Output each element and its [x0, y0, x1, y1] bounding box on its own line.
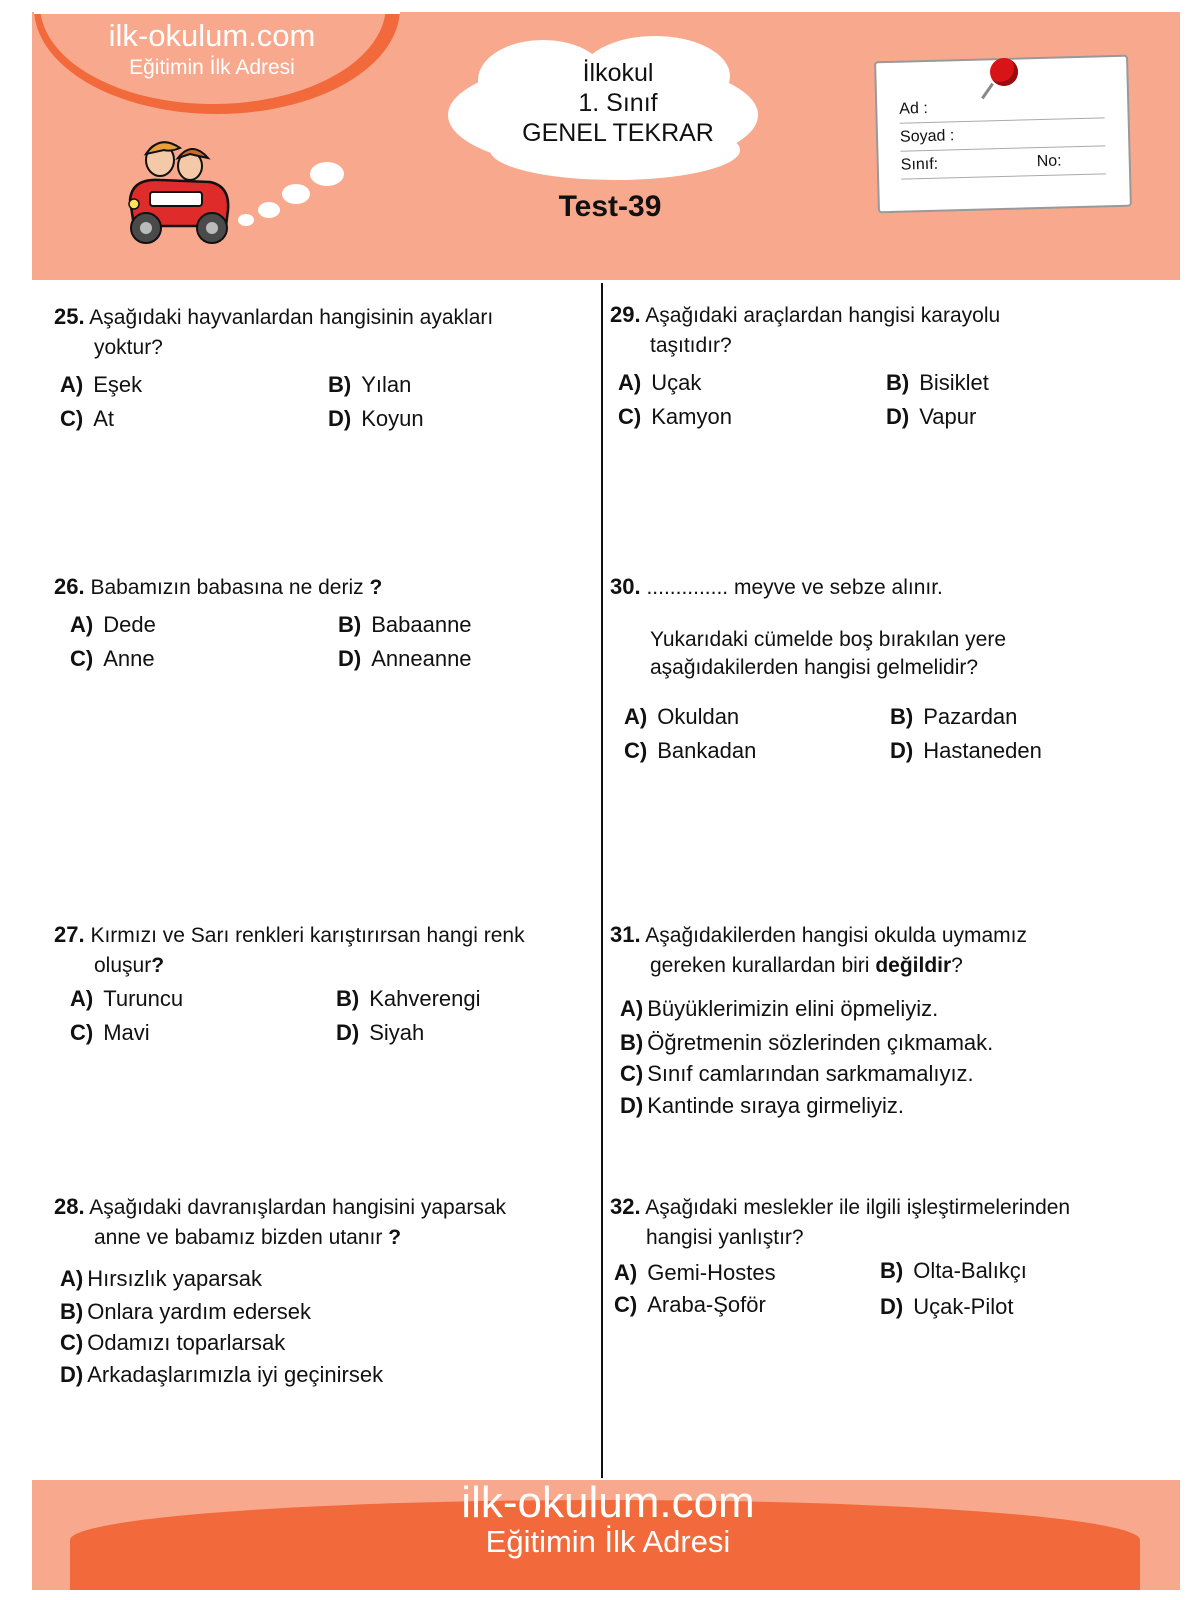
q30-option-d[interactable]: D) Hastaneden	[890, 738, 1042, 763]
q25-option-b[interactable]: B) Yılan	[328, 372, 412, 397]
question-32: 32. Aşağıdaki meslekler ile ilgili işleştirmelerinden hangisi yanlıştır?	[610, 1194, 1071, 1249]
name-field[interactable]: Ad :	[899, 93, 1105, 123]
q31-option-a[interactable]: A) Büyüklerimizin elini öpmeliyiz.	[620, 996, 939, 1021]
q28-option-b[interactable]: B) Onlara yardım edersek	[60, 1299, 311, 1324]
q32-option-b[interactable]: B) Olta-Balıkçı	[880, 1258, 1027, 1283]
class-number-field[interactable]: Sınıf: No:	[901, 149, 1107, 179]
test-title: Test-39	[558, 190, 662, 223]
question-31: 31. Aşağıdakilerden hangisi okulda uymamız gereken kurallardan biri değildir?	[610, 922, 1027, 977]
question-29: 29. Aşağıdaki araçlardan hangisi karayolu taşıtıdır?	[610, 302, 1001, 357]
question-28: 28. Aşağıdaki davranışlardan hangisini yaparsak anne ve babamız bizden utanır ?	[54, 1194, 507, 1249]
school-label: İlkokul	[582, 59, 654, 87]
q30-option-b[interactable]: B) Pazardan	[890, 704, 1018, 729]
q27-option-a[interactable]: A) Turuncu	[70, 986, 184, 1011]
q27-option-c[interactable]: C) Mavi	[70, 1020, 150, 1045]
q27-option-b[interactable]: B) Kahverengi	[336, 986, 481, 1011]
q28-option-a[interactable]: A) Hırsızlık yaparsak	[60, 1266, 263, 1291]
question-27: 27. Kırmızı ve Sarı renkleri karıştırırsan hangi renk oluşur?	[54, 922, 525, 977]
q28-option-c[interactable]: C) Odamızı toparlarsak	[60, 1330, 286, 1355]
grade-label: 1. Sınıf	[578, 89, 658, 117]
q27-option-d[interactable]: D) Siyah	[336, 1020, 425, 1045]
q26-option-a[interactable]: A) Dede	[70, 612, 156, 637]
question-26: 26. Babamızın babasına ne deriz ?	[54, 574, 383, 599]
q31-option-c[interactable]: C) Sınıf camlarından sarkmamalıyız.	[620, 1061, 974, 1086]
q26-option-b[interactable]: B) Babaanne	[338, 612, 472, 637]
q25-option-a[interactable]: A) Eşek	[60, 372, 143, 397]
q28-option-d[interactable]: D) Arkadaşlarımızla iyi geçinirsek	[60, 1362, 384, 1387]
q29-option-b[interactable]: B) Bisiklet	[886, 370, 989, 395]
footer-logo-text: ilk-okulum.com	[461, 1478, 755, 1527]
question-30: 30. .............. meyve ve sebze alınır.	[610, 574, 943, 599]
q31-option-b[interactable]: B) Öğretmenin sözlerinden çıkmamak.	[620, 1030, 994, 1055]
question-30-prompt: Yukarıdaki cümelde boş bırakılan yere aşağıdakilerden hangisi gelmelidir?	[650, 628, 1007, 679]
q29-option-c[interactable]: C) Kamyon	[618, 404, 732, 429]
q25-option-c[interactable]: C) At	[60, 406, 115, 431]
subject-label: GENEL TEKRAR	[522, 119, 714, 147]
surname-field[interactable]: Soyad :	[900, 121, 1106, 151]
push-pin-icon	[990, 58, 1018, 86]
q26-option-d[interactable]: D) Anneanne	[338, 646, 472, 671]
column-divider	[601, 283, 603, 1478]
footer-tagline: Eğitimin İlk Adresi	[485, 1524, 731, 1559]
q31-option-d[interactable]: D) Kantinde sıraya girmeliyiz.	[620, 1093, 904, 1118]
q29-option-d[interactable]: D) Vapur	[886, 404, 977, 429]
car-illustration-icon	[120, 130, 238, 250]
q30-option-c[interactable]: C) Bankadan	[624, 738, 757, 763]
q26-option-c[interactable]: C) Anne	[70, 646, 155, 671]
question-25: 25. Aşağıdaki hayvanlardan hangisinin ayakları yoktur?	[54, 304, 494, 359]
logo-text: ilk-okulum.com	[108, 18, 316, 53]
q30-option-a[interactable]: A) Okuldan	[624, 704, 740, 729]
q29-option-a[interactable]: A) Uçak	[618, 370, 702, 395]
q32-option-c[interactable]: C) Araba-Şoför	[614, 1292, 766, 1317]
q32-option-a[interactable]: A) Gemi-Hostes	[614, 1260, 776, 1285]
logo-tagline: Eğitimin İlk Adresi	[129, 56, 295, 79]
q25-option-d[interactable]: D) Koyun	[328, 406, 424, 431]
q32-option-d[interactable]: D) Uçak-Pilot	[880, 1294, 1014, 1319]
